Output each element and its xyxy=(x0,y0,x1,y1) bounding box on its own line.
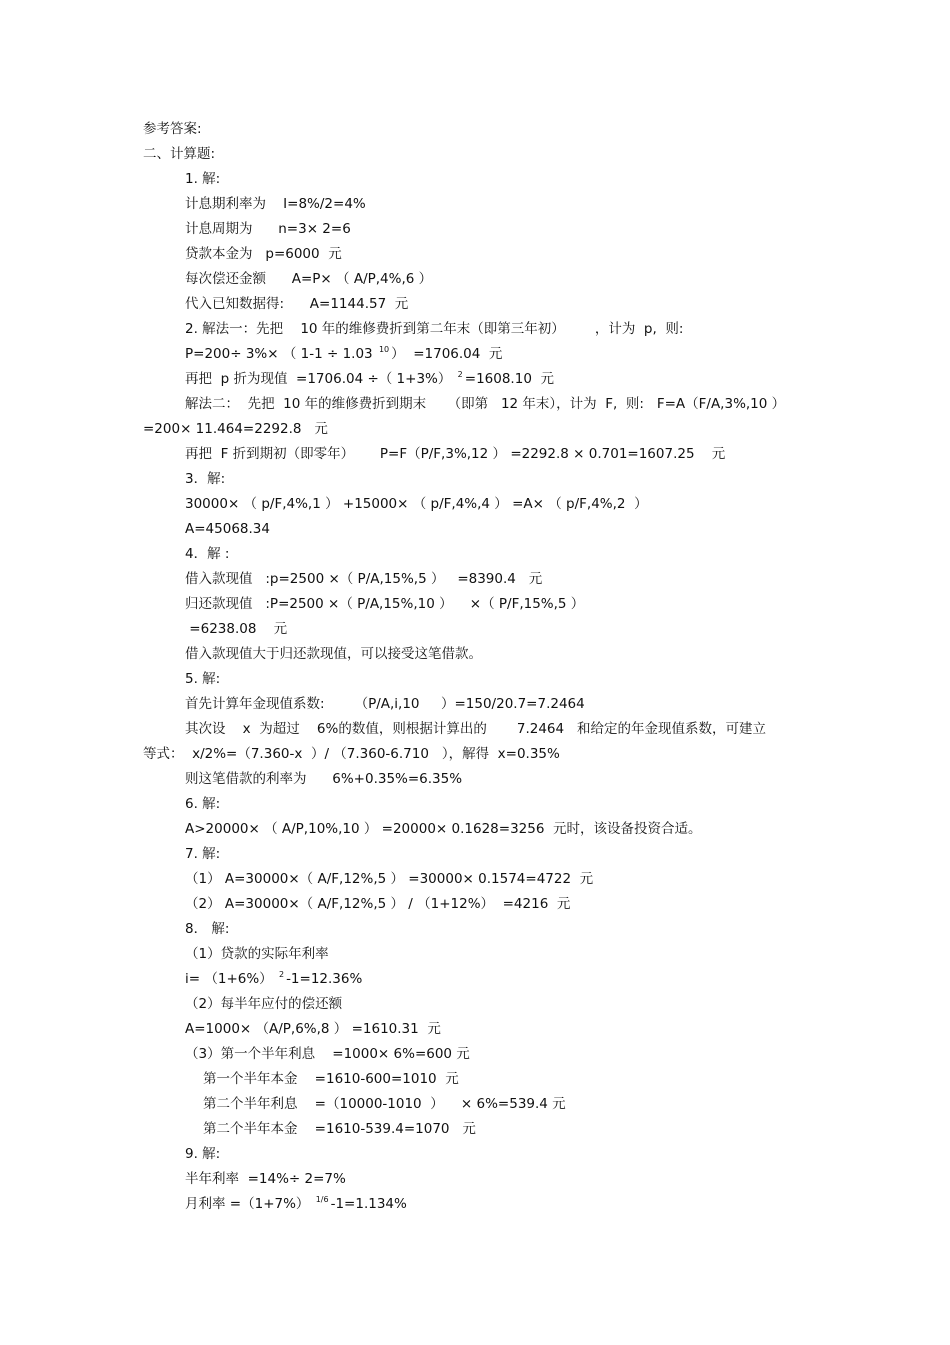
q8-sub-line: 第二个半年利息 =（10000-1010 ） × 6%=539.4 元 xyxy=(203,1096,566,1112)
exponent: 1/6 xyxy=(315,1195,329,1204)
q8-sub-line: 第二个半年本金 =1610-539.4=1070 元 xyxy=(203,1121,476,1137)
q3-line: A=45068.34 xyxy=(185,521,270,537)
q2-method2: 解法二： 先把 10 年的维修费折到期末 （即第 12 年末），计为 F, 则: F=A（F/A,3%,10 ） xyxy=(185,396,786,412)
q7-title: 7. 解: xyxy=(185,846,221,862)
section-title: 二、计算题: xyxy=(143,146,216,162)
q8-formula-i xyxy=(185,970,362,990)
exponent: 2 xyxy=(457,370,463,379)
q4-title: 4．解 : xyxy=(185,546,230,562)
formula-text: P=200÷ 3%× （ 1-1 ÷ 1.03 xyxy=(185,346,377,362)
q8-sub-line: 第一个半年本金 =1610-600=1010 元 xyxy=(203,1071,459,1087)
q2-line-f: 再把 F 折到期初（即零年） P=F（P/F,3%,12 ） =2292.8 × 0.701=1607.25 元 xyxy=(185,446,726,462)
q6-line: A>20000× （ A/P,10%,10 ） =20000× 0.1628=3256 元时，该设备投资合适。 xyxy=(185,821,702,837)
q8-line: （3）第一个半年利息 =1000× 6%=600 元 xyxy=(185,1046,470,1062)
q2-formula-p xyxy=(185,345,502,365)
formula-text: 再把 p 折为现值 =1706.04 ÷（ 1+3%） xyxy=(185,371,456,387)
q5-line-cont: 等式： x/2%=（7.360-x ）/ （7.360-6.710 ），解得 x=0.35% xyxy=(143,746,560,762)
formula-text: -1=12.36% xyxy=(286,971,363,987)
q4-line: 借入款现值 :p=2500 ×（ P/A,15%,5 ） =8390.4 元 xyxy=(185,571,543,587)
heading: 参考答案: xyxy=(143,121,202,137)
q5-line: 首先计算年金现值系数: （P/A,i,10 ）=150/20.7=7.2464 xyxy=(185,696,585,712)
q6-title: 6. 解: xyxy=(185,796,221,812)
q1-line: 计息周期为 n=3× 2=6 xyxy=(185,221,351,237)
q4-line: 归还款现值 :P=2500 ×（ P/A,15%,10 ） ×（ P/F,15%,5 ） xyxy=(185,596,585,612)
formula-text: -1=1.134% xyxy=(330,1196,407,1212)
q1-line: 每次偿还金额 A=P× （ A/P,4%,6 ） xyxy=(185,271,433,287)
q7-line: （1） A=30000×（ A/F,12%,5 ） =30000× 0.1574=4722 元 xyxy=(185,871,594,887)
q1-line: 计息期利率为 I=8%/2=4% xyxy=(185,196,366,212)
q9-line: 半年利率 =14%÷ 2=7% xyxy=(185,1171,346,1187)
q8-line: A=1000× （A/P,6%,8 ） =1610.31 元 xyxy=(185,1021,441,1037)
q8-title: 8． 解: xyxy=(185,921,230,937)
q9-title: 9. 解: xyxy=(185,1146,221,1162)
q1-title: 1. 解: xyxy=(185,171,221,187)
q3-title: 3．解: xyxy=(185,471,226,487)
q7-line: （2） A=30000×（ A/F,12%,5 ） / （1+12%） =4216 元 xyxy=(185,896,571,912)
q5-line: 则这笔借款的利率为 6%+0.35%=6.35% xyxy=(185,771,463,787)
q2-method2-cont: =200× 11.464=2292.8 元 xyxy=(143,421,328,437)
q8-line: （1）贷款的实际年利率 xyxy=(185,946,329,962)
q5-line: 其次设 x 为超过 6%的数值，则根据计算出的 7.2464 和给定的年金现值系数，可建立 xyxy=(185,721,766,737)
q3-line: 30000× （ p/F,4%,1 ） +15000× （ p/F,4%,4 ） =A× （ p/F,4%,2 ） xyxy=(185,496,648,512)
q1-line: 贷款本金为 p=6000 元 xyxy=(185,246,342,262)
q4-line: 借入款现值大于归还款现值，可以接受这笔借款。 xyxy=(185,646,482,662)
exponent: 2 xyxy=(278,970,285,979)
q4-line: =6238.08 元 xyxy=(185,621,288,637)
formula-text: 月利率 =（1+7%） xyxy=(185,1196,314,1212)
q8-line: （2）每半年应付的偿还额 xyxy=(185,996,343,1012)
q2-title: 2. 解法一：先把 10 年的维修费折到第二年末（即第三年初） ，计为 p, 则: xyxy=(185,321,684,337)
formula-text: i= （1+6%） xyxy=(185,971,277,987)
q1-line: 代入已知数据得: A=1144.57 元 xyxy=(185,296,409,312)
q9-formula-monthly xyxy=(185,1195,407,1215)
q5-title: 5. 解: xyxy=(185,671,221,687)
formula-text: =1608.10 元 xyxy=(464,371,554,387)
formula-text: ） =1706.04 元 xyxy=(391,346,503,362)
exponent: 10 xyxy=(378,345,390,354)
q2-formula-pv xyxy=(185,370,554,390)
